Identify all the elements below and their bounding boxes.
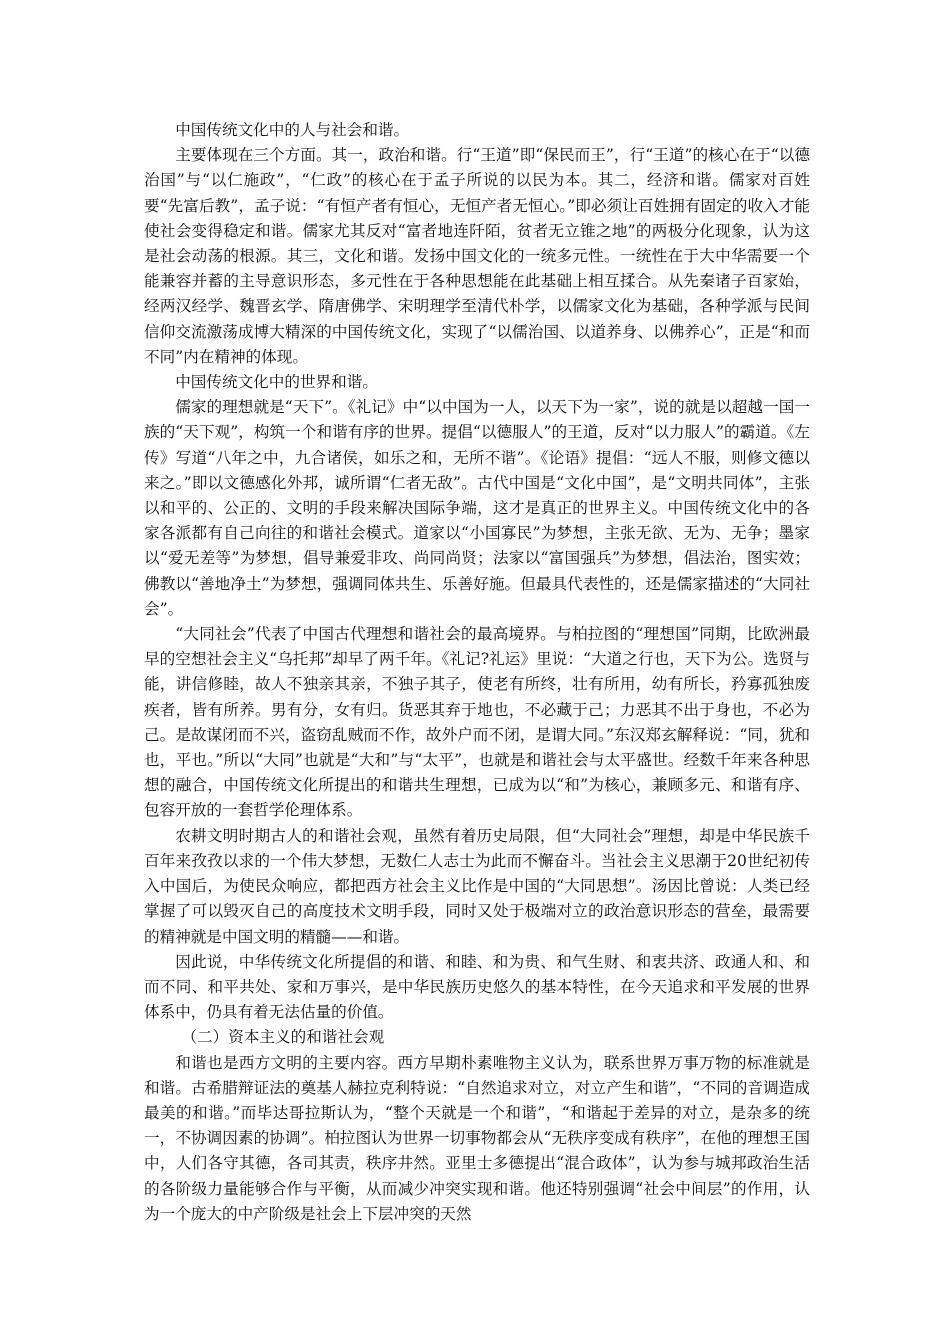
paragraph-agrarian-harmony: 农耕文明时期古人的和谐社会观，虽然有着历史局限，但“大同社会”理想，却是中华民族千百年来孜孜以求的一个伟大梦想，无数仁人志士为此而不懈奋斗。当社会主义思潮于20世纪初传入中国后，为使民众响应，都把西方社会主义比作是中国的“大同思想”。汤因比曾说：人类已经掌握了可以毁灭自己的高度技术文明手段，同时又处于极端对立的政治意识形态的营垒，最需要的精神就是中国文明的精髓——和谐。 xyxy=(144,826,810,946)
paragraph-western-harmony: 和谐也是西方文明的主要内容。西方早期朴素唯物主义认为，联系世界万事万物的标准就是和谐。古希腊辩证法的奠基人赫拉克利特说：“自然追求对立，对立产生和谐”，“不同的音调造成最美的和谐。”而毕达哥拉斯认为，“整个天就是一个和谐”，“和谐起于差异的对立，是杂多的统一，不协调因素的协调”。柏拉图认为世界一切事物都会从“无秩序变成有秩序”，在他的理想王国中，人们各守其德，各司其责，秩序井然。亚里士多德提出“混合政体”，认为参与城邦政治生活的各阶级力量能够合作与平衡，从而减少冲突实现和谐。他还特别强调“社会中间层”的作用，认为一个庞大的中产阶级是社会上下层冲突的天然 xyxy=(144,1053,810,1223)
section-heading-world-harmony: 中国传统文化中的世界和谐。 xyxy=(175,373,378,392)
paragraph-confucian-tianxia: 儒家的理想就是“天下”。《礼记》中“以中国为一人，以天下为一家”，说的就是以超越一国一族的“天下观”，构筑一个和谐有序的世界。提倡“以德服人”的王道，反对“以力服人”的霸道。《左传》写道“八年之中，九合诸侯，如乐之和，无所不谐”。《论语》提倡：“远人不服，则修文德以来之。”即以文德感化外邦，诚所谓“仁者无敌”。古代中国是“文化中国”，是“文明共同体”，主张以和平的、公正的、文明的手段来解决国际争端，这才是真正的世界主义。中国传统文化中的各家各派都有自己向往的和谐社会模式。道家以“小国寡民”为梦想，主张无欲、无为、无争；墨家以“爱无差等”为梦想，倡导兼爱非攻、尚同尚贤；法家以“富国强兵”为梦想，倡法治，图实效；佛教以“善地净土”为梦想，强调同体共生、乐善好施。但最具代表性的，还是儒家描述的“大同社会”。 xyxy=(144,398,810,618)
paragraph-conclusion: 因此说，中华传统文化所提倡的和谐、和睦、和为贵、和气生财、和衷共济、政通人和、和而不同、和平共处、家和万事兴，是中华民族历史悠久的基本特性，在今天追求和平发展的世界体系中，仍具有着无法估量的价值。 xyxy=(144,952,810,1022)
section-heading-capitalism: （二）资本主义的和谐社会观 xyxy=(181,1028,385,1047)
section-heading-human-society: 中国传统文化中的人与社会和谐。 xyxy=(175,121,410,139)
paragraph-three-aspects: 主要体现在三个方面。其一，政治和谐。行“王道”即“保民而王”，行“王道”的核心在于“以德治国”与“以仁施政”，“仁政”的核心在于孟子所说的以民为本。其二，经济和谐。儒家对百姓要“先富后教”，孟子说：“有恒产者有恒心，无恒产者无恒心。”即必须让百姓拥有固定的收入才能使社会变得稳定和谐。儒家尤其反对“富者地连阡陌，贫者无立锥之地”的两极分化现象，认为这是社会动荡的根源。其三，文化和谐。发扬中国文化的一统多元性。一统性在于大中华需要一个能兼容并蓄的主导意识形态，多元性在于各种思想能在此基础上相互揉合。从先秦诸子百家始，经两汉经学、魏晋玄学、隋唐佛学、宋明理学至清代朴学，以儒家文化为基础，各种学派与民间信仰交流激荡成博大精深的中国传统文化，实现了“以儒治国、以道养身、以佛养心”，正是“和而不同”内在精神的体现。 xyxy=(144,146,810,366)
document-page xyxy=(144,118,810,1227)
paragraph-datong-society: “大同社会”代表了中国古代理想和谐社会的最高境界。与柏拉图的“理想国”同期，比欧洲最早的空想社会主义“乌托邦”却早了两千年。《礼记?礼运》里说：“大道之行也，天下为公。选贤与能，讲信修睦，故人不独亲其亲，不独子其子，使老有所终，壮有所用，幼有所长，矜寡孤独废疾者，皆有所养。男有分，女有归。货恶其弃于地也，不必藏于己；力恶其不出于身也，不必为己。是故谋闭而不兴，盗窃乱贼而不作，故外户而不闭，是谓大同。”东汉郑玄解释说：“同，犹和也，平也。”所以“大同”也就是“大和”与“太平”，也就是和谐社会与太平盛世。经数千年来各种思想的融合，中国传统文化所提出的和谐共生理想，已成为以“和”为核心，兼顾多元、和谐有序、包容开放的一套哲学伦理体系。 xyxy=(144,625,810,820)
